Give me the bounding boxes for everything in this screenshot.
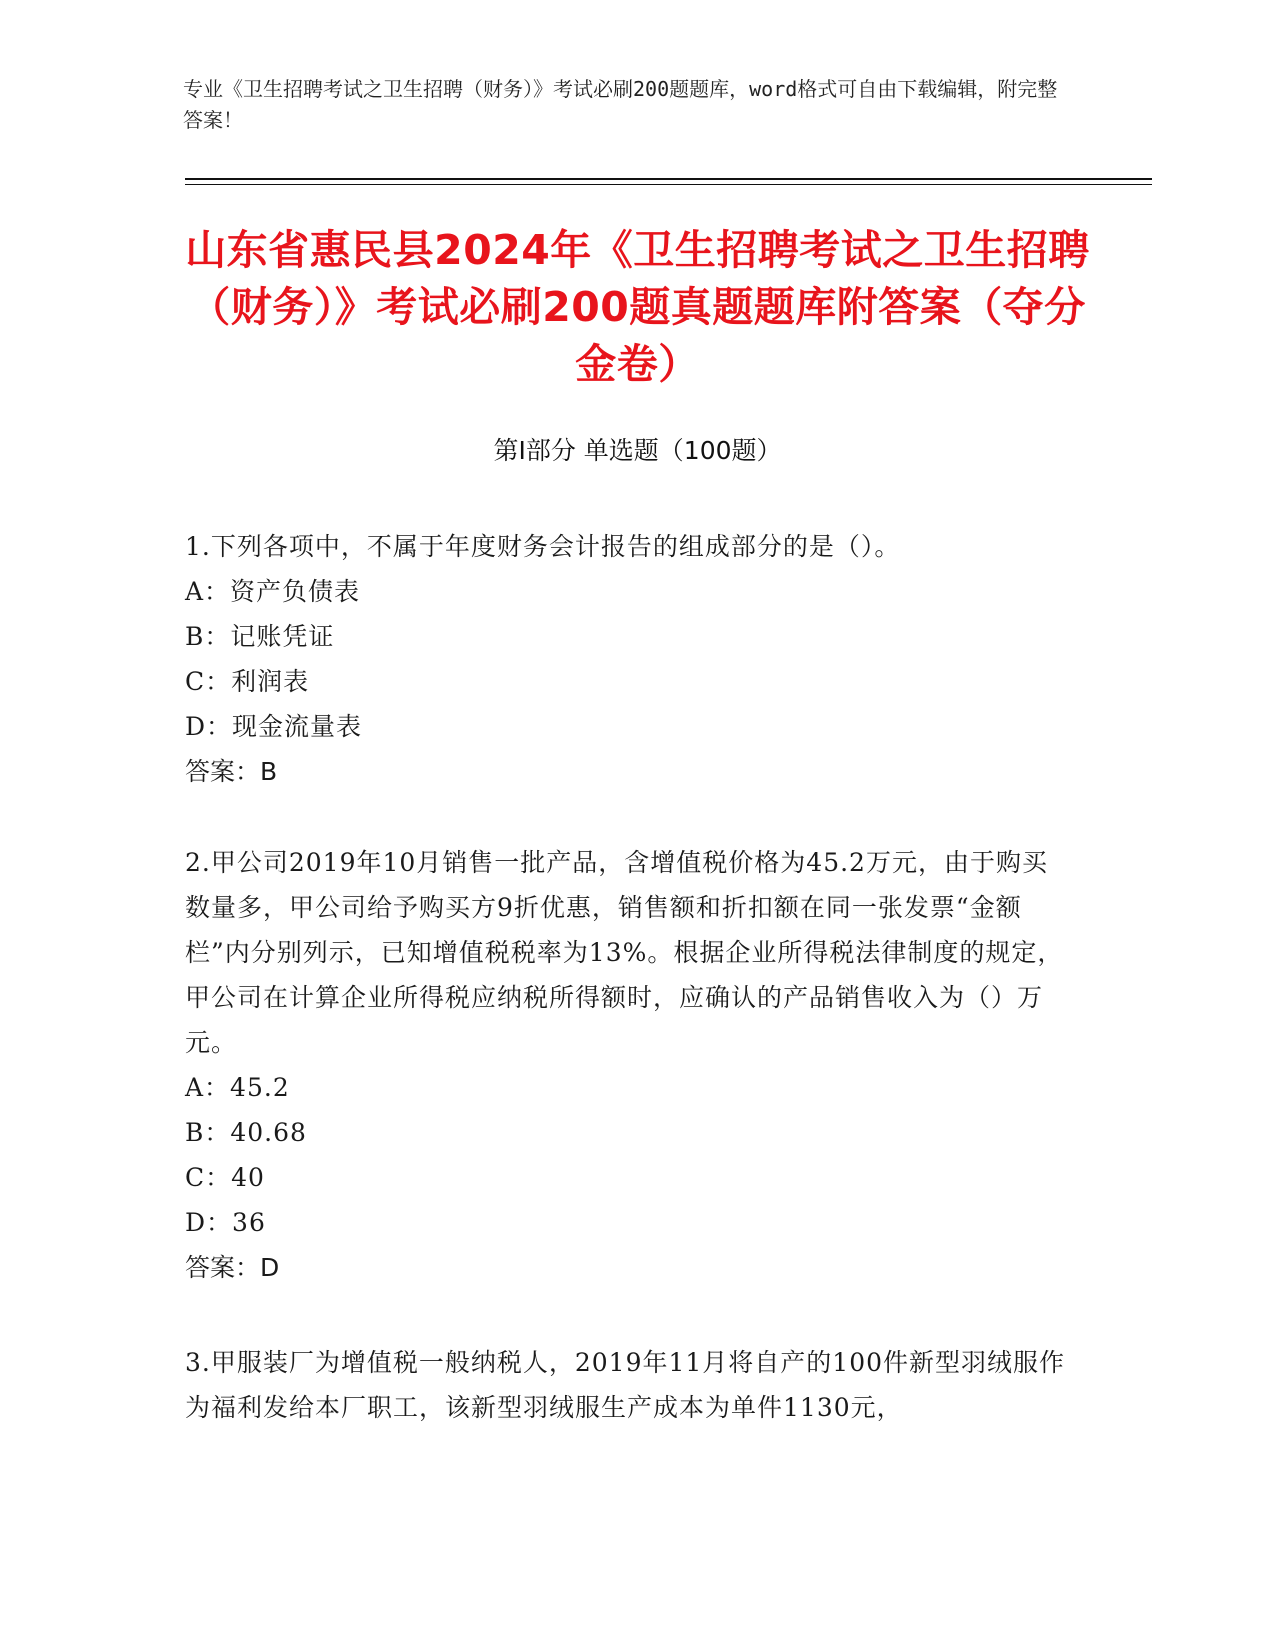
- option-a: A：资产负债表: [185, 577, 361, 606]
- option-b: B：40.68: [185, 1118, 307, 1147]
- option-d: D：36: [185, 1208, 266, 1237]
- answer: 答案：D: [185, 1253, 280, 1282]
- header-divider-thick: [185, 178, 1152, 180]
- option-b: B：记账凭证: [185, 622, 335, 651]
- question-stem: 1.下列各项中，不属于年度财务会计报告的组成部分的是（）。: [185, 532, 901, 561]
- question-stem: 2.甲公司2019年10月销售一批产品，含增值税价格为45.2万元，由于购买数量多，甲公司给予购买方9折优惠，销售额和折扣额在同一张发票“金额栏”内分别列示，已知增值税税率为13%。根据企业所得税法律制度的规定，甲公司在计算企业所得税应纳税所得额时，应确认的产品销售收入为（）万元。: [185, 848, 1064, 1057]
- option-c: C：利润表: [185, 667, 310, 696]
- option-a: A：45.2: [185, 1073, 290, 1102]
- option-c: C：40: [185, 1163, 265, 1192]
- answer: 答案：B: [185, 757, 278, 786]
- question-stem: 3.甲服装厂为增值税一般纳税人，2019年11月将自产的100件新型羽绒服作为福利发给本厂职工，该新型羽绒服生产成本为单件1130元，: [185, 1348, 1066, 1422]
- document-title: 山东省惠民县2024年《卫生招聘考试之卫生招聘（财务）》考试必刷200题真题题库附答案（夺分金卷）: [185, 226, 1090, 388]
- section-heading: 第I部分 单选题（100题）: [493, 436, 782, 465]
- question-2: [185, 840, 1065, 1290]
- question-1: [185, 524, 1065, 794]
- header-note: 专业《卫生招聘考试之卫生招聘（财务）》考试必刷200题题库，word格式可自由下载编辑，附完整答案！: [183, 77, 1058, 132]
- header-divider-thin: [185, 184, 1152, 185]
- question-3: [185, 1340, 1065, 1430]
- option-d: D：现金流量表: [185, 712, 363, 741]
